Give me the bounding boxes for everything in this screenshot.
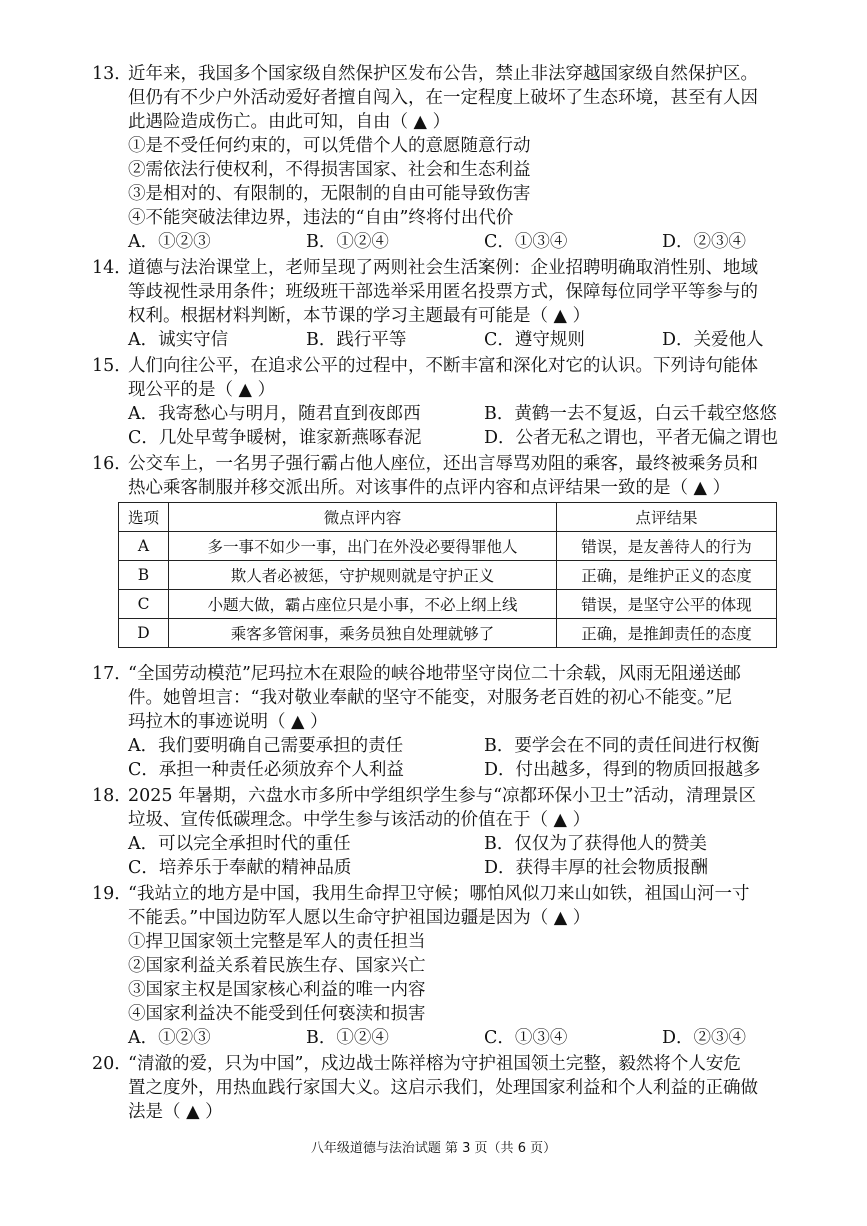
option-d: D．②③④ xyxy=(662,232,747,252)
statement-item: ③是相对的、有限制的，无限制的自由可能导致伤害 xyxy=(128,184,531,204)
table-row xyxy=(119,590,777,619)
question-stem-line: 不能丢。”中国边防军人愿以生命守护祖国边疆是因为（ ▲ ） xyxy=(128,908,591,928)
option-b: B．①②④ xyxy=(306,232,389,252)
table-cell: 小题大做，霸占座位只是小事，不必上纲上线 xyxy=(169,590,557,619)
option-c: C．培养乐于奉献的精神品质 xyxy=(128,858,352,878)
question-stem-line: “清澈的爱，只为中国”，戍边战士陈祥榕为守护祖国领土完整，毅然将个人安危 xyxy=(128,1054,741,1074)
question-stem-line: 道德与法治课堂上，老师呈现了两则社会生活案例：企业招聘明确取消性别、地域 xyxy=(128,258,758,278)
option-a: A．诚实守信 xyxy=(128,330,229,350)
option-c: C．①③④ xyxy=(484,232,568,252)
table-cell: 多一事不如少一事，出门在外没必要得罪他人 xyxy=(169,532,557,561)
question-stem-line: 玛拉木的事迹说明（ ▲ ） xyxy=(128,712,328,732)
statement-item: ①捍卫国家领土完整是军人的责任担当 xyxy=(128,932,426,952)
question-number: 19． xyxy=(92,884,132,904)
option-b: B．践行平等 xyxy=(306,330,407,350)
option-d: D．公者无私之谓也，平者无偏之谓也 xyxy=(484,428,779,448)
question-stem-line: “全国劳动模范”尼玛拉木在艰险的峡谷地带坚守岗位二十余载，风雨无阻递送邮 xyxy=(128,664,741,684)
option-b: B．黄鹤一去不复返，白云千载空悠悠 xyxy=(484,404,777,424)
option-a: A．①②③ xyxy=(128,1028,211,1048)
question-number: 14． xyxy=(92,258,132,278)
table-row xyxy=(119,561,777,590)
question-number: 13． xyxy=(92,64,132,84)
table-header-cell: 微点评内容 xyxy=(169,503,557,532)
table-header-cell: 选项 xyxy=(119,503,169,532)
table-cell: 正确，是推卸责任的态度 xyxy=(557,619,777,648)
question-number: 18． xyxy=(92,786,132,806)
table-header-row xyxy=(119,503,777,532)
option-d: D．获得丰厚的社会物质报酬 xyxy=(484,858,709,878)
question-stem-line: 热心乘客制服并移交派出所。对该事件的点评内容和点评结果一致的是（ ▲ ） xyxy=(128,478,731,498)
table-cell: 正确，是维护正义的态度 xyxy=(557,561,777,590)
statement-item: ④国家利益决不能受到任何亵渎和损害 xyxy=(128,1004,426,1024)
question-stem-line: 法是（ ▲ ） xyxy=(128,1102,223,1122)
page-footer: 八年级道德与法治试题 第 3 页（共 6 页） xyxy=(310,1141,557,1156)
table-row xyxy=(119,619,777,648)
table-cell: B xyxy=(119,561,169,590)
option-b: B．仅仅为了获得他人的赞美 xyxy=(484,834,707,854)
table-cell: 错误，是坚守公平的体现 xyxy=(557,590,777,619)
option-c: C．①③④ xyxy=(484,1028,568,1048)
statement-item: ③国家主权是国家核心利益的唯一内容 xyxy=(128,980,426,1000)
option-a: A．我寄愁心与明月，随君直到夜郎西 xyxy=(128,404,421,424)
table-cell: D xyxy=(119,619,169,648)
comment-table xyxy=(118,502,777,648)
option-a: A．可以完全承担时代的重任 xyxy=(128,834,351,854)
table-header-cell: 点评结果 xyxy=(557,503,777,532)
option-c: C．几处早莺争暖树，谁家新燕啄春泥 xyxy=(128,428,422,448)
option-a: A．①②③ xyxy=(128,232,211,252)
table-cell: 欺人者必被惩，守护规则就是守护正义 xyxy=(169,561,557,590)
question-stem-line: 等歧视性录用条件；班级班干部选举采用匿名投票方式，保障每位同学平等参与的 xyxy=(128,282,758,302)
table-row xyxy=(119,532,777,561)
question-stem-line: 置之度外，用热血践行家国大义。这启示我们，处理国家利益和个人利益的正确做 xyxy=(128,1078,758,1098)
question-stem-line: 权利。根据材料判断，本节课的学习主题最有可能是（ ▲ ） xyxy=(128,306,591,326)
option-b: B．要学会在不同的责任间进行权衡 xyxy=(484,736,760,756)
question-stem-line: 近年来，我国多个国家级自然保护区发布公告，禁止非法穿越国家级自然保护区。 xyxy=(128,64,758,84)
question-number: 17． xyxy=(92,664,132,684)
table-cell: C xyxy=(119,590,169,619)
option-d: D．关爱他人 xyxy=(662,330,764,350)
question-number: 16． xyxy=(92,454,132,474)
table-cell: A xyxy=(119,532,169,561)
statement-item: ②需依法行使权利，不得损害国家、社会和生态利益 xyxy=(128,160,531,180)
question-stem-line: 垃圾、宣传低碳理念。中学生参与该活动的价值在于（ ▲ ） xyxy=(128,810,591,830)
question-stem-line: 2025 年暑期，六盘水市多所中学组织学生参与“凉都环保小卫士”活动，清理景区 xyxy=(128,786,756,806)
question-stem-line: 件。她曾坦言：“我对敬业奉献的坚守不能变，对服务老百姓的初心不能变。”尼 xyxy=(128,688,733,708)
statement-item: ①是不受任何约束的，可以凭借个人的意愿随意行动 xyxy=(128,136,531,156)
question-stem-line: 公交车上，一名男子强行霸占他人座位，还出言辱骂劝阻的乘客，最终被乘务员和 xyxy=(128,454,758,474)
option-d: D．②③④ xyxy=(662,1028,747,1048)
option-d: D．付出越多，得到的物质回报越多 xyxy=(484,760,761,780)
statement-item: ④不能突破法律边界，违法的“自由”终将付出代价 xyxy=(128,208,514,228)
question-stem-line: 现公平的是（ ▲ ） xyxy=(128,380,276,400)
question-stem-line: 但仍有不少户外活动爱好者擅自闯入，在一定程度上破坏了生态环境，甚至有人因 xyxy=(128,88,758,108)
question-number: 20． xyxy=(92,1054,132,1074)
option-c: C．承担一种责任必须放弃个人利益 xyxy=(128,760,404,780)
statement-item: ②国家利益关系着民族生存、国家兴亡 xyxy=(128,956,426,976)
option-b: B．①②④ xyxy=(306,1028,389,1048)
option-c: C．遵守规则 xyxy=(484,330,585,350)
table-cell: 错误，是友善待人的行为 xyxy=(557,532,777,561)
question-number: 15． xyxy=(92,356,132,376)
question-stem-line: 人们向往公平，在追求公平的过程中，不断丰富和深化对它的认识。下列诗句能体 xyxy=(128,356,758,376)
question-stem-line: “我站立的地方是中国，我用生命捍卫守候；哪怕风似刀来山如铁，祖国山河一寸 xyxy=(128,884,750,904)
question-stem-line: 此遇险造成伤亡。由此可知，自由（ ▲ ） xyxy=(128,112,451,132)
table-cell: 乘客多管闲事，乘务员独自处理就够了 xyxy=(169,619,557,648)
option-a: A．我们要明确自己需要承担的责任 xyxy=(128,736,404,756)
